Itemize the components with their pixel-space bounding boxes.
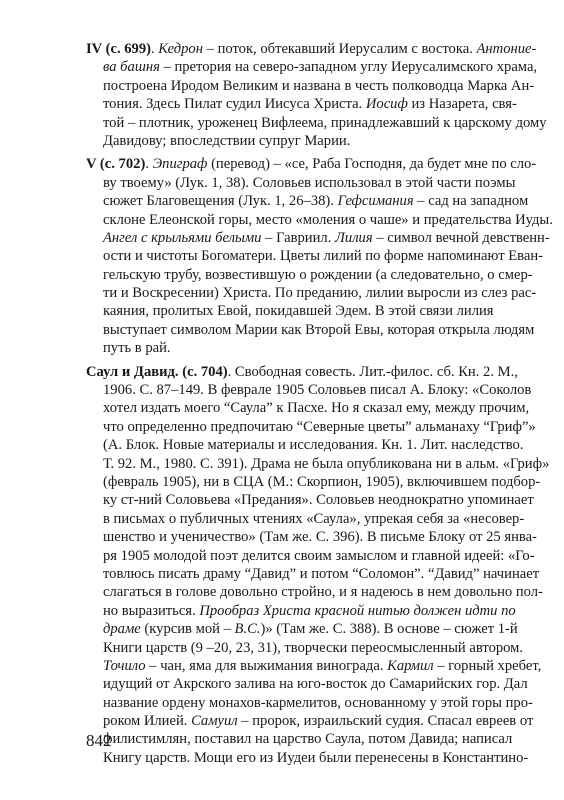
text-line — [86, 675, 528, 693]
text-run: что определенно предпочитаю “Северные цветы” альманаху “Гриф”» — [103, 418, 536, 435]
text-line — [86, 565, 540, 583]
text-run: – претория на северо-западном углу Иерусалимского храма, — [159, 59, 538, 76]
text-run: идущий от Акрского залива на юго-восток до Самарийских гор. Дал — [103, 676, 528, 693]
text-run: – Гавриил. — [261, 229, 336, 246]
text-line — [86, 132, 487, 150]
text-run: в письмах о публичных чтениях «Саула», упрекая себя за «несовер- — [103, 510, 525, 527]
italic-term: Прообраз Христа красной нитью должен идти по — [199, 602, 516, 619]
text-run: – пророк, израильский судия. Спасал евреев от — [237, 713, 534, 730]
text-line — [86, 639, 524, 657]
text-run: хотел издать моего “Саула” к Пасхе. Но я сказал ему, между прочим, — [103, 400, 530, 417]
text-run: Давидову; впоследствии супруг Марии. — [103, 132, 351, 149]
text-run: гельскую трубу, возвестившую о рождении (а следовательно, о смер- — [103, 266, 533, 283]
text-line — [86, 95, 517, 113]
text-run: . — [145, 156, 153, 173]
text-run: каяния, пролитых Евой, покидавшей Эдем. В этой связи лилия — [103, 303, 494, 320]
text-line — [86, 583, 543, 601]
text-line — [86, 40, 537, 58]
text-run: (А. Блок. Новые материалы и исследования. Кн. 1. Лит. наследство. — [103, 437, 524, 454]
text-run: из Назарета, свя- — [407, 96, 517, 113]
text-run: – сад на западном — [413, 193, 529, 210]
text-line — [86, 473, 541, 491]
page-number: 842 — [86, 731, 112, 750]
text-line — [86, 339, 487, 357]
italic-term: Ангел с крыльями белыми — [103, 229, 262, 246]
text-line — [86, 436, 524, 454]
text-line — [86, 321, 535, 339]
italic-term: Кедрон — [158, 41, 203, 57]
text-run: . — [151, 41, 159, 57]
commentary-entry — [86, 40, 547, 150]
text-line — [86, 528, 537, 546]
text-run: но выразиться. — [103, 602, 200, 619]
text-run: сюжет Благовещения (Лук. 1, 26–38). — [103, 193, 338, 210]
italic-term: Самуил — [191, 713, 238, 730]
entry-heading: V (с. 702) — [86, 156, 146, 173]
text-line — [86, 114, 547, 132]
text-line — [86, 302, 494, 320]
text-run: (курсив мой – — [140, 621, 235, 638]
text-run: товлюсь писать драму “Давид” и потом “Соломон”. “Давид” начинает — [103, 565, 540, 582]
italic-term: драме — [103, 621, 141, 638]
text-run: роком Илией. — [103, 713, 192, 730]
text-run: название ордену монахов-кармелитов, основанному у этой горы про- — [103, 694, 533, 711]
text-run: ву твоему» (Лук. 1, 38). Соловьев использовал в этой части поэмы — [103, 174, 516, 191]
text-run: ти и Воскресении) Христа. По преданию, лилии выросли из слез рас- — [103, 285, 537, 302]
page-text — [86, 40, 553, 772]
text-line — [86, 77, 535, 95]
text-run: )» (Там же. С. 388). В основе – сюжет 1-й — [260, 621, 518, 638]
italic-term: Точило — [103, 657, 146, 674]
text-line — [86, 229, 550, 247]
text-line — [86, 192, 529, 210]
text-run: . Свободная совесть. Лит.-филос. сб. Кн. 2. М., — [227, 363, 518, 380]
text-run: шенство и ученичество» (Там же. С. 396). В письме Блоку от 25 янва- — [103, 529, 537, 546]
text-run: (перевод) – «се, Раба Господня, да будет мне по сло- — [207, 156, 537, 173]
text-line — [86, 211, 553, 229]
entry-heading: Саул и Давид. (с. 704) — [86, 363, 228, 380]
italic-term: Иосиф — [365, 96, 408, 113]
text-run: Книги царств (9 –20, 23, 31), творчески переосмысленный автором. — [103, 639, 524, 656]
text-line — [86, 620, 518, 638]
text-line — [86, 247, 543, 265]
text-run: Т. 92. М., 1980. С. 391). Драма не была опубликована ни в альм. «Гриф» — [103, 455, 550, 472]
italic-term: Антониe- — [476, 41, 537, 57]
commentary-entry — [86, 155, 553, 357]
text-run: путь в рай. — [103, 340, 171, 357]
text-line — [86, 399, 530, 417]
text-run: Книгу царств. Мощи его из Иудеи были перенесены в Константино- — [103, 749, 529, 766]
text-run: – чан, яма для выжимания винограда. — [145, 657, 388, 674]
text-run: филистимлян, поставил на царство Саула, потом Давида; написал — [103, 731, 513, 748]
text-line — [86, 510, 525, 528]
text-run: той – плотник, уроженец Вифлеема, принадлежавший к царскому дому — [103, 114, 547, 131]
text-line — [86, 455, 550, 473]
text-line — [86, 174, 516, 192]
italic-term: Кармил — [387, 657, 434, 674]
commentary-entry — [86, 363, 550, 768]
text-line — [86, 602, 516, 620]
italic-term: Гефсимания — [337, 193, 414, 210]
text-line — [86, 363, 518, 381]
text-run: (февраль 1905), ни в СЦА (М.: Скорпион, 1905), включившем подбор- — [103, 473, 541, 490]
text-run: построена Иродом Великим и названа в честь полководца Марка Ан- — [103, 77, 535, 94]
text-line — [86, 284, 537, 302]
text-run: ку ст-ний Соловьева «Предания». Соловьев неоднократно упоминает — [103, 492, 534, 509]
text-line — [86, 712, 534, 730]
text-run: – горный хребет, — [433, 657, 542, 674]
text-run: тония. Здесь Пилат судил Иисуса Христа. — [103, 96, 366, 113]
text-line — [86, 749, 529, 767]
text-run: – поток, обтекавший Иерусалим с востока. — [202, 41, 477, 57]
text-run: склоне Елеонской горы, место «моления о чаше» и предательства Иуды. — [103, 211, 553, 228]
text-line — [86, 730, 513, 748]
text-line — [86, 491, 534, 509]
text-run: слагаться в голове довольно стройно, и я надеюсь в нем довольно пол- — [103, 584, 543, 601]
text-run: выступает символом Марии как Второй Евы, которая открыла людям — [103, 321, 535, 338]
text-line — [86, 266, 533, 284]
italic-term: В.С. — [234, 621, 261, 638]
text-line — [86, 418, 536, 436]
text-run: 1906. С. 87–149. В феврале 1905 Соловьев писал А. Блоку: «Соколов — [103, 382, 532, 399]
italic-term: ва башня — [103, 59, 160, 76]
text-run: ря 1905 молодой поэт делится своим замыслом и главной идеей: «Го- — [103, 547, 535, 564]
text-line — [86, 694, 533, 712]
italic-term: Лилия — [335, 229, 373, 246]
text-line — [86, 155, 537, 173]
text-run: – символ вечной девственн- — [372, 229, 550, 246]
italic-term: Эпиграф — [152, 156, 208, 173]
text-line — [86, 657, 542, 675]
text-run: ости и чистоты Богоматери. Цветы лилий по форме напоминают Еван- — [103, 248, 543, 265]
entry-heading: IV (с. 699) — [86, 41, 151, 57]
text-line — [86, 58, 538, 76]
text-line — [86, 381, 532, 399]
text-line — [86, 547, 535, 565]
